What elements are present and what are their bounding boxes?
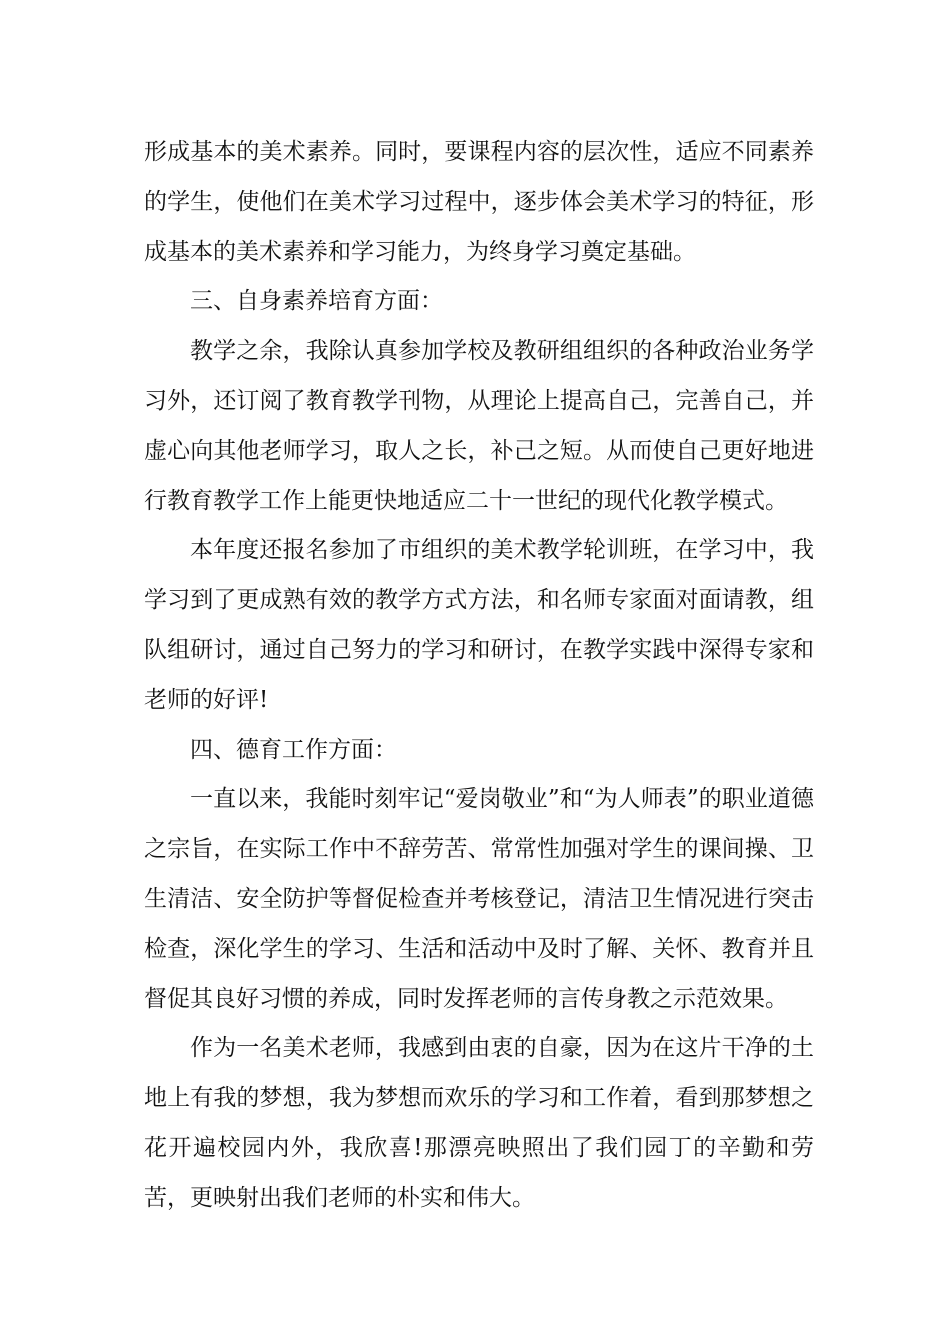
paragraph-3: 教学之余，我除认真参加学校及教研组组织的各种政治业务学习外，还订阅了教育教学刊物，从理论上提高自己，完善自己，并虚心向其他老师学习，取人之长，补己之短。从而使自己更好地进行教育教学工作上能更快地适应二十一世纪的现代化教学模式。 (144, 338, 814, 514)
section-heading-4: 四、德育工作方面： (190, 736, 397, 763)
paragraph-7: 作为一名美术老师，我感到由衷的自豪，因为在这片干净的土地上有我的梦想，我为梦想而欢乐的学习和工作着，看到那梦想之花开遍校园内外，我欣喜!那漂亮映照出了我们园丁的辛勤和劳苦，更映射出我们老师的朴实和伟大。 (144, 1035, 814, 1211)
section-heading-3: 三、自身素养培育方面： (190, 288, 443, 315)
paragraph-1: 形成基本的美术素养。同时，要课程内容的层次性，适应不同素养的学生，使他们在美术学习过程中，逐步体会美术学习的特征，形成基本的美术素养和学习能力，为终身学习奠定基础。 (144, 139, 814, 265)
paragraph-6: 一直以来，我能时刻牢记“爱岗敬业”和“为人师表”的职业道德之宗旨，在实际工作中不辞劳苦、常常性加强对学生的课间操、卫生清洁、安全防护等督促检查并考核登记，清洁卫生情况进行突击检查，深化学生的学习、生活和活动中及时了解、关怀、教育并且督促其良好习惯的养成，同时发挥老师的言传身教之示范效果。 (144, 786, 814, 1012)
paragraph-4: 本年度还报名参加了市组织的美术教学轮训班，在学习中，我学习到了更成熟有效的教学方式方法，和名师专家面对面请教，组队组研讨，通过自己努力的学习和研讨，在教学实践中深得专家和老师的好评! (144, 537, 814, 713)
document-body (144, 128, 814, 1224)
